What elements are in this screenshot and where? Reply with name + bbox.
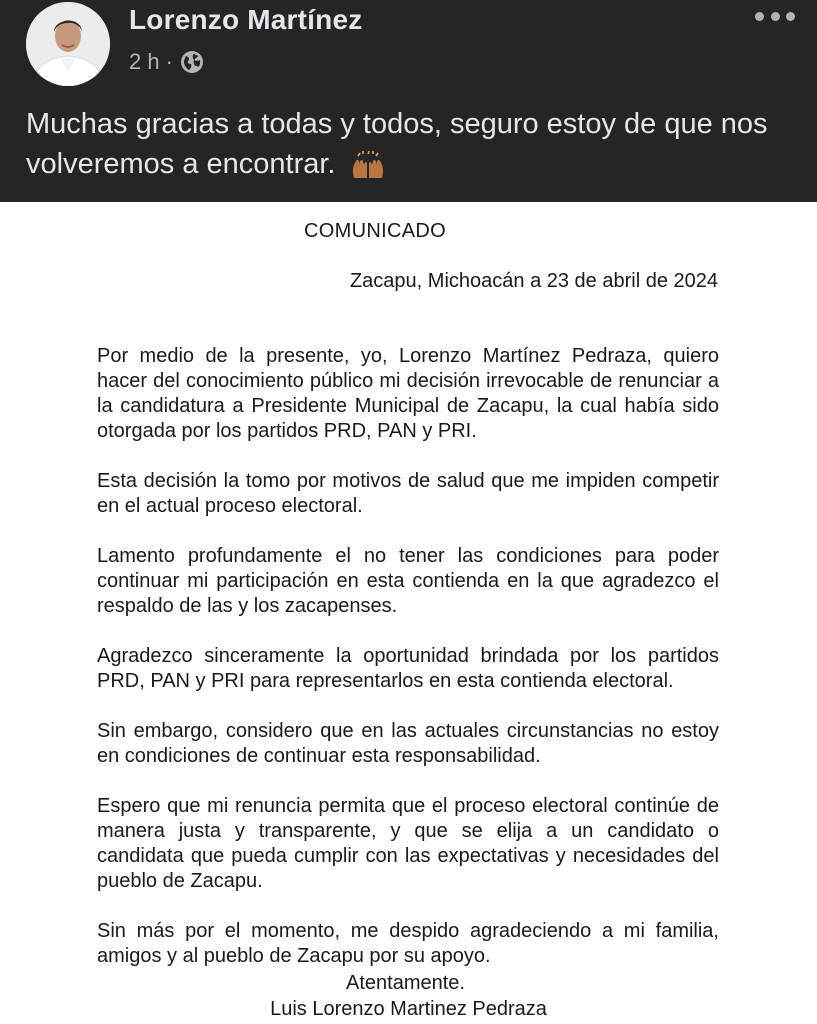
- post-text: [26, 104, 796, 190]
- avatar-photo: [26, 2, 110, 86]
- globe-icon[interactable]: [179, 49, 205, 75]
- meta-separator: ·: [165, 49, 173, 74]
- statement-image: [0, 202, 817, 1024]
- post-message: Muchas gracias a todas y todos, seguro estoy de que nos volveremos a encontrar.: [26, 108, 768, 180]
- statement-paragraph: Espero que mi renuncia permita que el proceso electoral continúe de manera justa y transparente, y que se elija a un candidato o candidata que pueda cumplir con las expectativas y necesidades del pueblo de Zacapu.: [97, 795, 719, 892]
- post-time[interactable]: 2 h: [129, 49, 160, 74]
- statement-signature: Luis Lorenzo Martinez Pedraza: [270, 998, 547, 1020]
- statement-paragraph: Por medio de la presente, yo, Lorenzo Martínez Pedraza, quiero hacer del conocimiento público mi decisión irrevocable de renunciar a la candidatura a Presidente Municipal de Zacapu, la cual había sido otorgada por los partidos PRD, PAN y PRI.: [97, 345, 719, 442]
- statement-body: [97, 344, 719, 994]
- statement-paragraph: Esta decisión la tomo por motivos de salud que me impiden competir en el actual proceso electoral.: [97, 470, 719, 517]
- statement-date: Zacapu, Michoacán a 23 de abril de 2024: [349, 270, 718, 292]
- more-options-icon[interactable]: [755, 6, 795, 26]
- avatar[interactable]: [26, 2, 110, 86]
- statement-paragraph: Sin más por el momento, me despido agradeciendo a mi familia, amigos y al pueblo de Zacapu por su apoyo.: [97, 920, 719, 967]
- statement-salutation: Atentamente.: [346, 972, 465, 994]
- post-header: [0, 0, 817, 202]
- statement-paragraph: Sin embargo, considero que en las actuales circunstancias no estoy en condiciones de continuar esta responsabilidad.: [97, 720, 719, 767]
- statement-paragraph: Agradezco sinceramente la oportunidad brindada por los partidos PRD, PAN y PRI para representarlos en esta contienda electoral.: [97, 645, 719, 692]
- statement-paragraph: Lamento profundamente el no tener las condiciones para poder continuar mi participación en esta contienda en la que agradezco el respaldo de las y los zacapenses.: [97, 545, 719, 617]
- statement-title: COMUNICADO: [304, 220, 446, 242]
- author-name[interactable]: Lorenzo Martínez: [129, 4, 363, 35]
- raising-hands-icon: [350, 150, 386, 190]
- post-meta: [129, 48, 205, 76]
